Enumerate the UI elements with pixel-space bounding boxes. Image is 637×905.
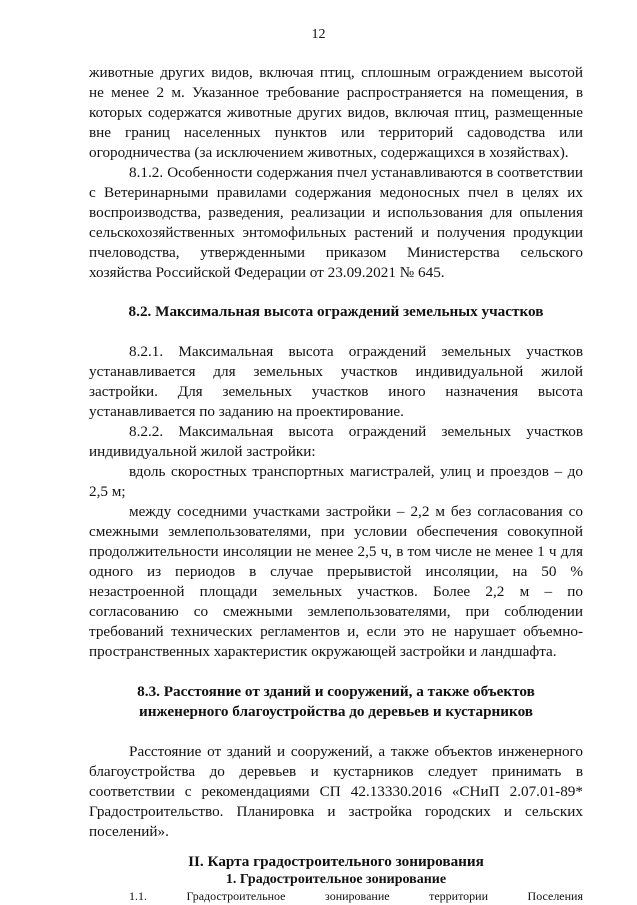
text-line: с Ветеринарными правилами содержания медоносных пчел в целях их xyxy=(89,184,583,201)
text-line: индивидуальной жилой застройки: xyxy=(89,443,316,460)
text-line: требований технических регламентов и, если это не нарушает объемно- xyxy=(89,623,583,640)
text-line: смежными землепользователями, при условии обеспечения совокупной xyxy=(89,523,583,540)
paragraph-first-line: вдоль скоростных транспортных магистралей, улиц и проездов – до xyxy=(129,463,583,480)
paragraph-first-line: 8.2.2. Максимальная высота ограждений земельных участков xyxy=(129,423,583,440)
text-line: пространственных характеристик окружающей застройки и ландшафта. xyxy=(89,643,557,660)
section-heading-line-1: 8.3. Расстояние от зданий и сооружений, а также объектов xyxy=(137,683,535,700)
paragraph-first-line: 8.2.1. Максимальная высота ограждений земельных участков xyxy=(129,343,583,360)
text-line: воспроизводства, разведения, реализации и использования для опыления xyxy=(89,204,583,221)
text-line: хозяйства Российской Федерации от 23.09.2021 № 645. xyxy=(89,264,445,281)
section-heading-line-2: инженерного благоустройства до деревьев и кустарников xyxy=(139,703,533,720)
text-line: соответствии с рекомендациями СП 42.13330.2016 «СНиП 2.07.01-89* xyxy=(89,783,583,800)
text-line: застройки. Для земельных участков иного назначения высота xyxy=(89,383,583,400)
text-line: одного из периодов в случае прерывистой инсоляции, на 50 % xyxy=(89,563,583,580)
text-line: вне границ населенных пунктов или территорий садоводства или xyxy=(89,124,583,141)
page-number: 12 xyxy=(311,27,326,42)
text-line: благоустройства до деревьев и кустарников следует принимать в xyxy=(89,763,583,780)
text-line: животные других видов, включая птиц, сплошным ограждением высотой xyxy=(89,64,583,81)
text-line: пчеловодства, утвержденными приказом Министерства сельского xyxy=(89,244,583,261)
text-line: устанавливается для земельных участков индивидуальной жилой xyxy=(89,363,583,380)
text-line: согласованию со смежными землепользователями, при соблюдении xyxy=(89,603,583,620)
text-line: огородничества (за исключением животных, содержащихся в хозяйствах). xyxy=(89,144,569,161)
text-line: продолжительности инсоляции не менее 2,5 ч, в том числе не менее 1 ч для xyxy=(89,543,583,560)
text-line: 2,5 м; xyxy=(89,483,126,500)
text-line: не менее 2 м. Указанное требование распространяется на помещения, в xyxy=(89,84,583,101)
text-line: Градостроительство. Планировка и застройка городских и сельских xyxy=(89,803,583,820)
paragraph-first-line: Расстояние от зданий и сооружений, а также объектов инженерного xyxy=(129,743,583,760)
chapter-heading: II. Карта градостроительного зонирования xyxy=(188,853,484,870)
paragraph-first-line: между соседними участками застройки – 2,2 м без согласования со xyxy=(129,503,583,520)
text-line: которых содержатся животные других видов, включая птиц, размещенные xyxy=(89,104,583,121)
text-line: устанавливается по заданию на проектирование. xyxy=(89,403,404,420)
text-line: поселений». xyxy=(89,823,169,840)
paragraph-first-line: 1.1. Градостроительное зонирование территории Поселения xyxy=(129,889,583,903)
text-line: сельскохозяйственных энтомофильных растений и получения продукции xyxy=(89,224,583,241)
section-heading: 1. Градостроительное зонирование xyxy=(225,872,447,887)
section-heading: 8.2. Максимальная высота ограждений земельных участков xyxy=(128,303,544,320)
paragraph-first-line: 8.1.2. Особенности содержания пчел устанавливаются в соответствии xyxy=(129,164,583,181)
text-line: незастроенной площади земельных участков. Более 2,2 м – по xyxy=(89,583,583,600)
